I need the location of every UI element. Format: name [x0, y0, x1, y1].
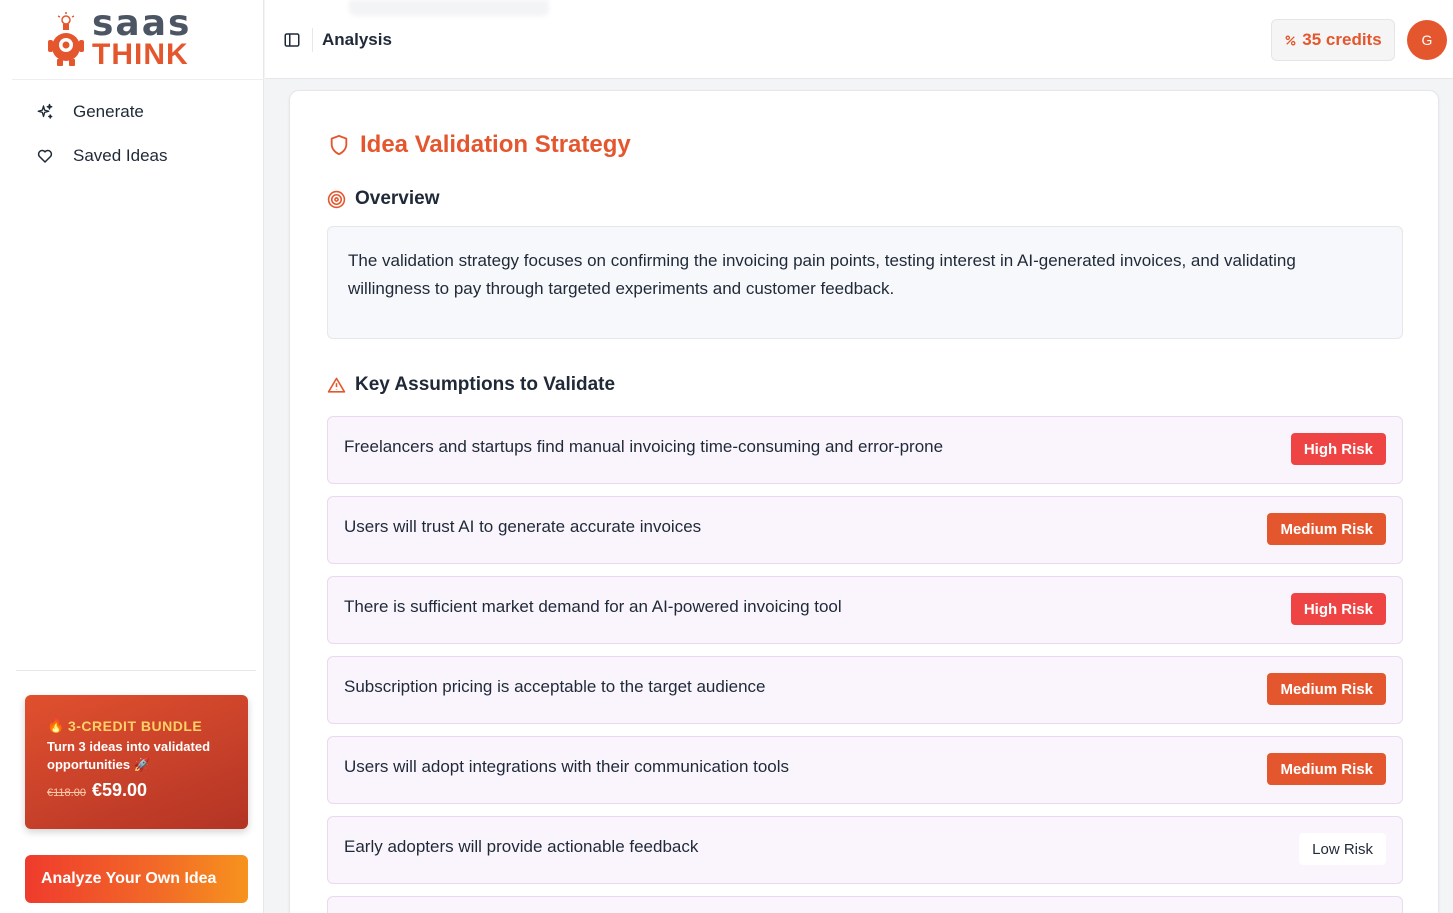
- promo-badge: [47, 717, 228, 734]
- promo-old-price: €118.00: [47, 787, 86, 799]
- sidebar: [0, 0, 264, 913]
- header-separator: [312, 28, 313, 52]
- risk-badge-medium: Medium Risk: [1267, 673, 1386, 705]
- risk-badge-medium: Medium Risk: [1267, 513, 1386, 545]
- assumption-text: Freelancers and startups find manual invoicing time-consuming and error-prone: [344, 437, 944, 456]
- user-avatar[interactable]: G: [1407, 20, 1447, 60]
- logo[interactable]: [12, 0, 264, 80]
- logo-text-top: saas: [92, 3, 192, 44]
- sidebar-item-label: Generate: [73, 102, 144, 121]
- assumptions-heading-text: Key Assumptions to Validate: [355, 374, 616, 395]
- shield-icon: [328, 134, 350, 156]
- sidebar-nav: [24, 92, 254, 180]
- assumption-text: Early adopters will provide actionable feedback: [344, 837, 699, 856]
- target-icon: [327, 190, 346, 209]
- assumption-row: [327, 576, 1403, 644]
- sidebar-item-generate[interactable]: [24, 92, 254, 132]
- validation-strategy-card: [289, 90, 1439, 913]
- promo-text: Turn 3 ideas into validated opportunities 🚀: [47, 739, 211, 772]
- overview-heading: [327, 188, 440, 210]
- overview-text: The validation strategy focuses on confirming the invoicing pain points, testing interest in AI-generated invoices, and validating willingness to pay through targeted experiments and customer feedback.: [327, 226, 1403, 339]
- warning-triangle-icon: [327, 376, 346, 395]
- credit-bundle-promo[interactable]: [25, 695, 248, 829]
- credits-button[interactable]: [1271, 19, 1395, 61]
- assumption-row: [327, 736, 1403, 804]
- credits-label: 35 credits: [1302, 30, 1382, 49]
- assumption-row: [327, 656, 1403, 724]
- header-blurred-element: [349, 0, 549, 16]
- robot-mascot-icon: [48, 12, 84, 68]
- risk-badge-high: High Risk: [1291, 433, 1386, 465]
- assumption-row: [327, 496, 1403, 564]
- assumptions-heading: [327, 374, 615, 396]
- assumption-text: There is sufficient market demand for an AI-powered invoicing tool: [344, 597, 842, 616]
- assumption-text: Subscription pricing is acceptable to the target audience: [344, 677, 766, 696]
- percent-tag-icon: [1284, 34, 1297, 47]
- sparkles-icon: [36, 103, 54, 121]
- flame-icon: 🔥: [47, 717, 65, 733]
- risk-badge-medium: Medium Risk: [1267, 753, 1386, 785]
- assumption-text: Users will adopt integrations with their communication tools: [344, 757, 790, 776]
- analyze-own-idea-button[interactable]: Analyze Your Own Idea: [25, 855, 248, 903]
- promo-price: [47, 780, 228, 801]
- page-title: Analysis: [322, 30, 392, 49]
- risk-badge-low: Low Risk: [1299, 833, 1386, 865]
- top-header: [265, 0, 1453, 79]
- logo-text-bottom: THINK: [92, 38, 189, 71]
- assumption-row: [327, 416, 1403, 484]
- sidebar-item-label: Saved Ideas: [73, 146, 168, 165]
- sidebar-item-saved-ideas[interactable]: [24, 136, 254, 176]
- assumption-text: Users will trust AI to generate accurate invoices: [344, 517, 702, 536]
- promo-badge-label: 3-CREDIT BUNDLE: [67, 717, 203, 734]
- promo-new-price: €59.00: [91, 780, 148, 800]
- card-title-text: Idea Validation Strategy: [360, 131, 631, 158]
- assumption-row-partial: [327, 896, 1403, 913]
- heart-icon: [36, 147, 54, 165]
- card-title: [328, 131, 631, 159]
- assumption-row: [327, 816, 1403, 884]
- overview-heading-text: Overview: [355, 188, 440, 209]
- risk-badge-high: High Risk: [1291, 593, 1386, 625]
- sidebar-toggle-icon[interactable]: [283, 31, 301, 49]
- sidebar-divider: [16, 670, 256, 671]
